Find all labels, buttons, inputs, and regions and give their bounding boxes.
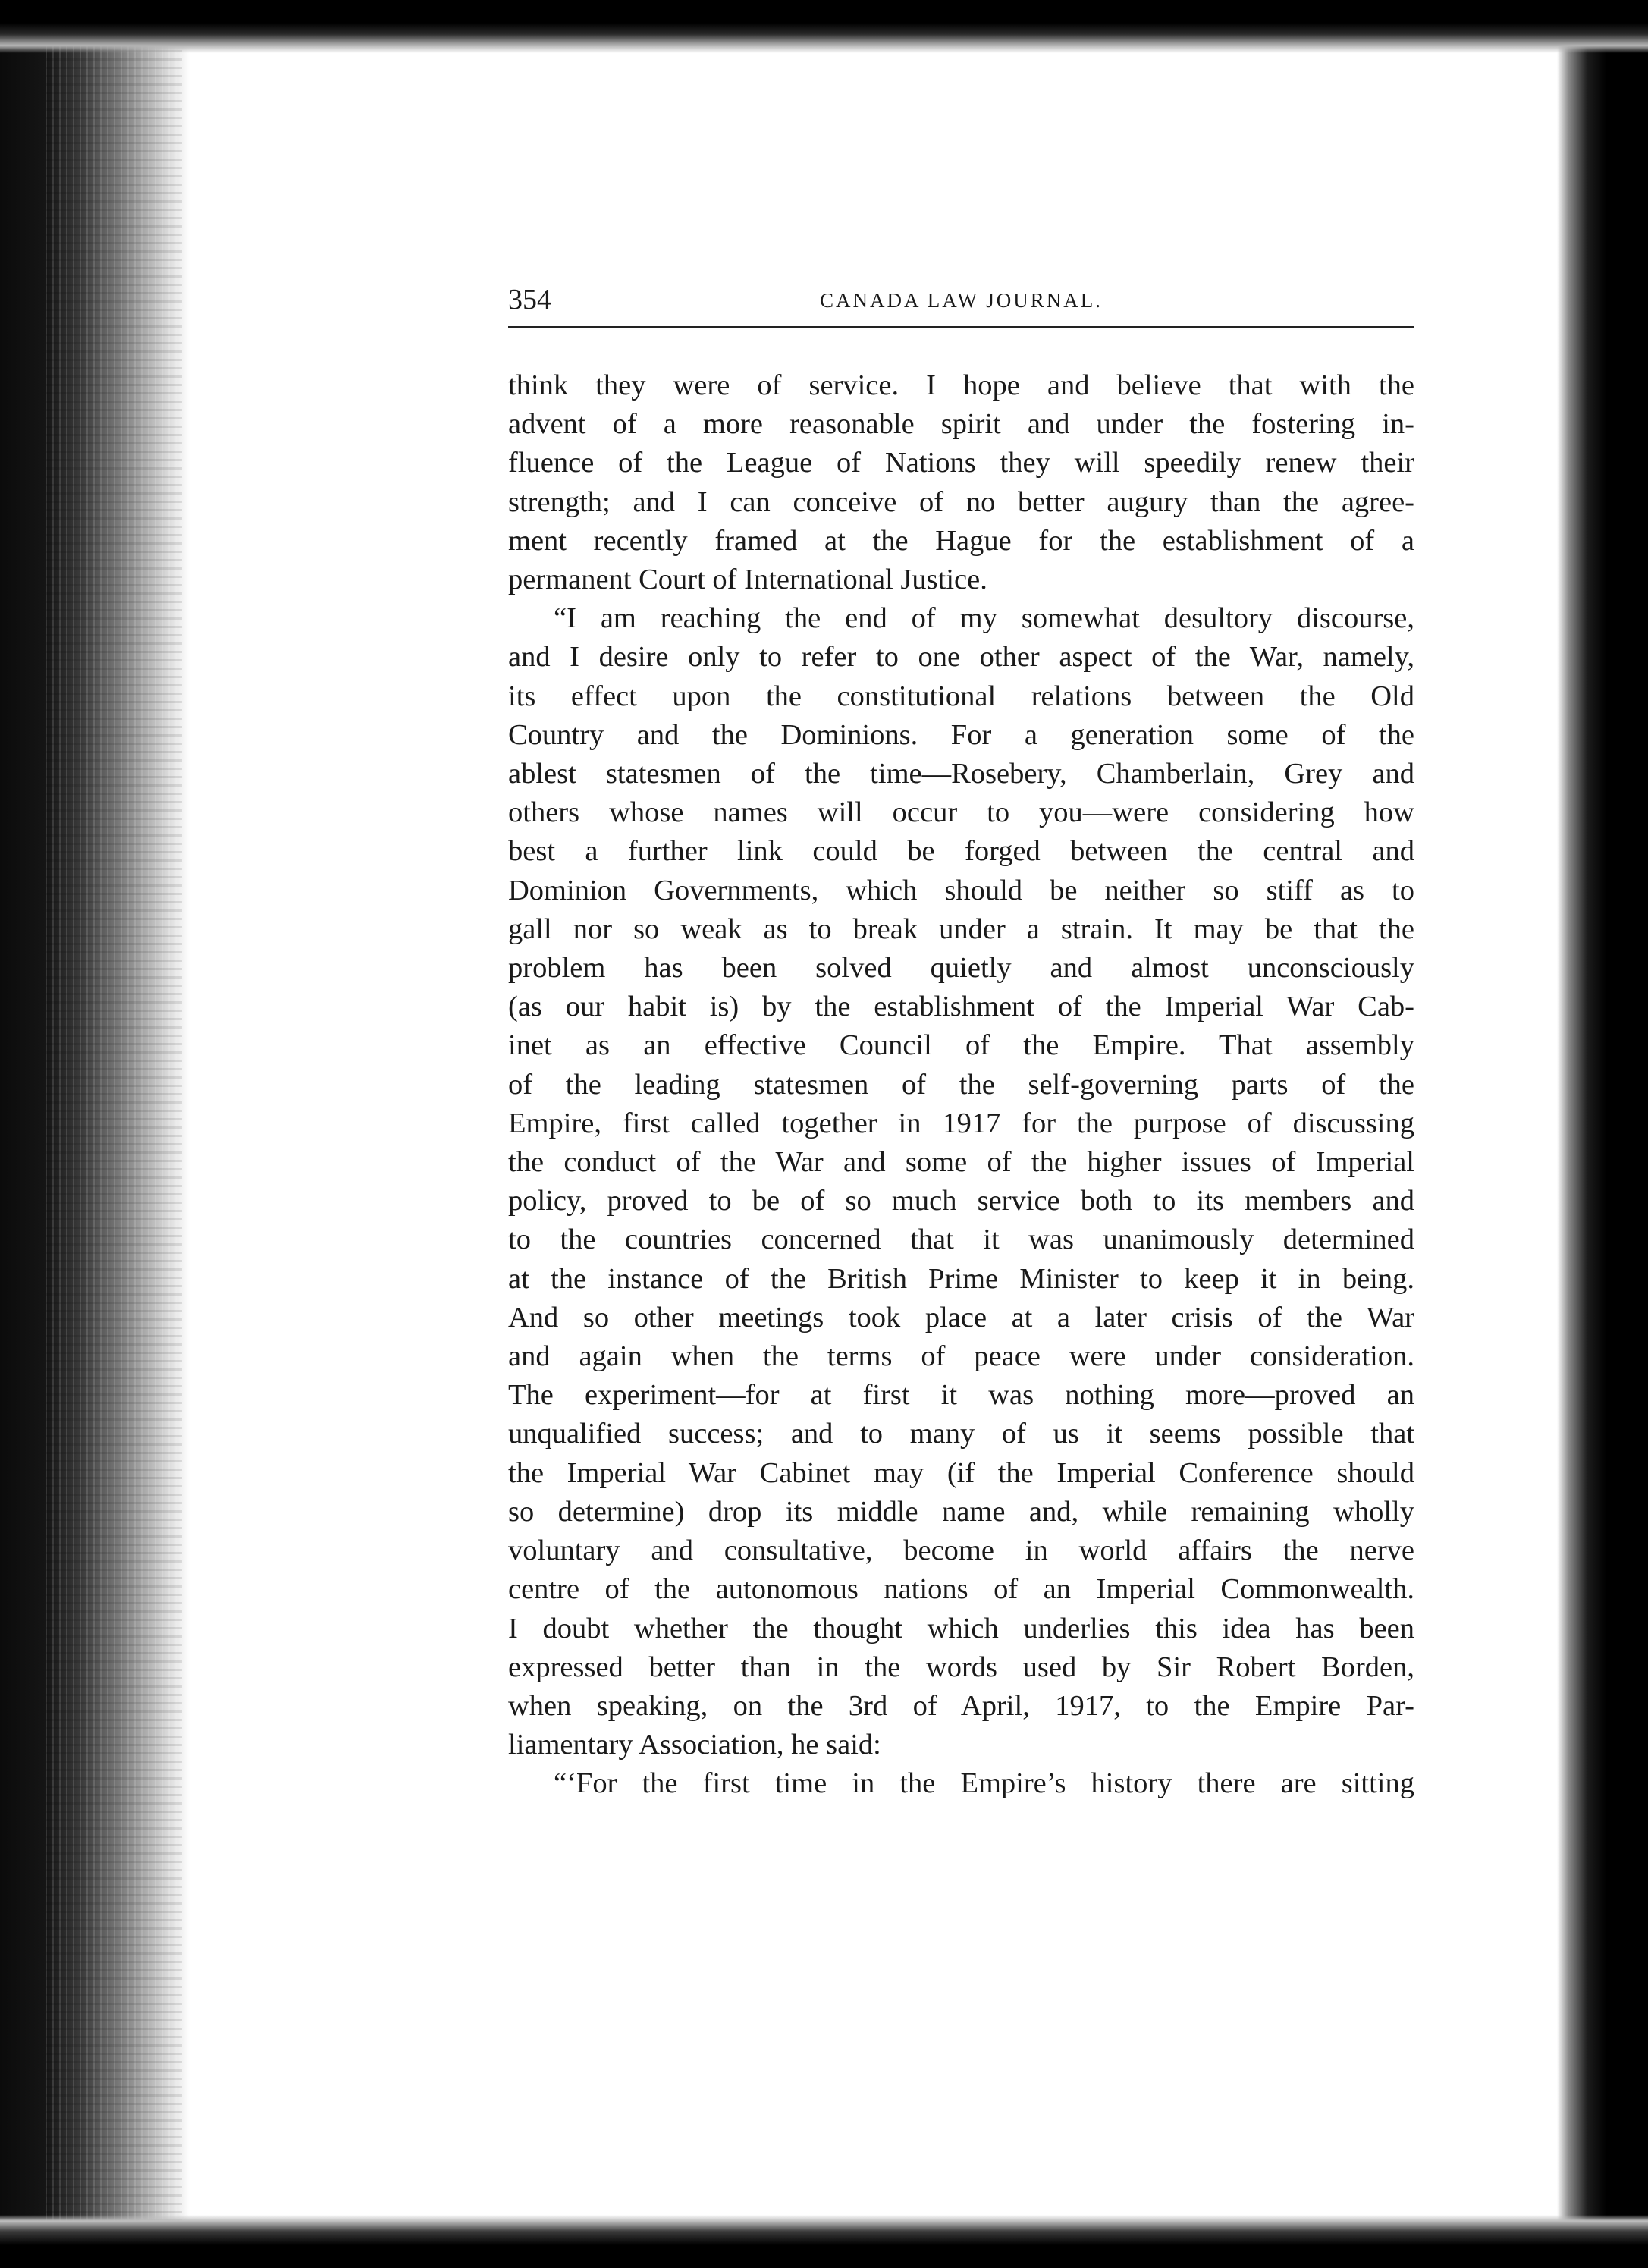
text-line: permanent Court of International Justice. [508, 564, 987, 596]
text-line: when speaking, on the 3rd of April, 1917, to the Empire Par- [508, 1689, 1414, 1722]
text-line: liamentary Association, he said: [508, 1729, 881, 1761]
paragraph-2 [508, 599, 1414, 1764]
text-line: others whose names will occur to you—were considering how [508, 796, 1414, 829]
text-line: to the countries concerned that it was unanimously determined [508, 1224, 1414, 1256]
text-line: policy, proved to be of so much service both to its members and [508, 1185, 1414, 1217]
text-line: think they were of service. I hope and believe that with the [508, 369, 1414, 401]
text-line: The experiment—for at first it was nothing more—proved an [508, 1379, 1414, 1412]
journal-page [508, 281, 1414, 1804]
text-line: and again when the terms of peace were under consideration. [508, 1340, 1414, 1373]
text-line: And so other meetings took place at a later crisis of the War [508, 1301, 1414, 1333]
text-line: strength; and I can conceive of no better augury than the agree- [508, 485, 1414, 518]
text-line: best a further link could be forged between the central and [508, 835, 1414, 868]
text-line: of the leading statesmen of the self-governing parts of the [508, 1068, 1414, 1101]
text-line: advent of a more reasonable spirit and under the fostering in- [508, 408, 1414, 441]
text-line: its effect upon the constitutional relations between the Old [508, 680, 1414, 712]
text-line: Country and the Dominions. For a generation some of the [508, 718, 1414, 751]
text-line: so determine) drop its middle name and, while remaining wholly [508, 1495, 1414, 1528]
scan-edge-shadow-right [1557, 0, 1648, 2268]
text-line: the conduct of the War and some of the higher issues of Imperial [508, 1146, 1414, 1179]
text-line: (as our habit is) by the establishment of the Imperial War Cab- [508, 991, 1414, 1023]
running-head [508, 281, 1414, 328]
text-line: “‘For the first time in the Empire’s history there are sitting [554, 1767, 1414, 1800]
text-line: ment recently framed at the Hague for the establishment of a [508, 524, 1414, 557]
text-line: Dominion Governments, which should be neither so stiff as to [508, 874, 1414, 906]
text-line: problem has been solved quietly and almost unconsciously [508, 952, 1414, 985]
text-line: I doubt whether the thought which underlies this idea has been [508, 1612, 1414, 1644]
text-line: the Imperial War Cabinet may (if the Imperial Conference should [508, 1456, 1414, 1489]
paragraph-1 [508, 366, 1414, 599]
scan-edge-shadow-bottom [0, 2215, 1648, 2268]
scan-binding-noise [46, 0, 182, 2268]
text-line: at the instance of the British Prime Minister to keep it in being. [508, 1262, 1414, 1295]
text-line: and I desire only to refer to one other aspect of the War, namely, [508, 641, 1414, 674]
scan-edge-shadow-top [0, 0, 1648, 53]
text-line: gall nor so weak as to break under a strain. It may be that the [508, 913, 1414, 945]
body-text [508, 366, 1414, 1804]
text-line: Empire, first called together in 1917 for the purpose of discussing [508, 1107, 1414, 1139]
text-line: unqualified success; and to many of us it seems possible that [508, 1418, 1414, 1450]
text-line: ablest statesmen of the time—Rosebery, Chamberlain, Grey and [508, 758, 1414, 790]
text-line: voluntary and consultative, become in world affairs the nerve [508, 1535, 1414, 1567]
page-number: 354 [508, 284, 551, 316]
text-line: “I am reaching the end of my somewhat desultory discourse, [554, 602, 1414, 635]
text-line: fluence of the League of Nations they will speedily renew their [508, 447, 1414, 479]
paragraph-3 [508, 1764, 1414, 1803]
text-line: expressed better than in the words used by Sir Robert Borden, [508, 1651, 1414, 1683]
journal-title: CANADA LAW JOURNAL. [819, 289, 1103, 312]
text-line: inet as an effective Council of the Empire. That assembly [508, 1029, 1414, 1062]
text-line: centre of the autonomous nations of an Imperial Commonwealth. [508, 1573, 1414, 1606]
